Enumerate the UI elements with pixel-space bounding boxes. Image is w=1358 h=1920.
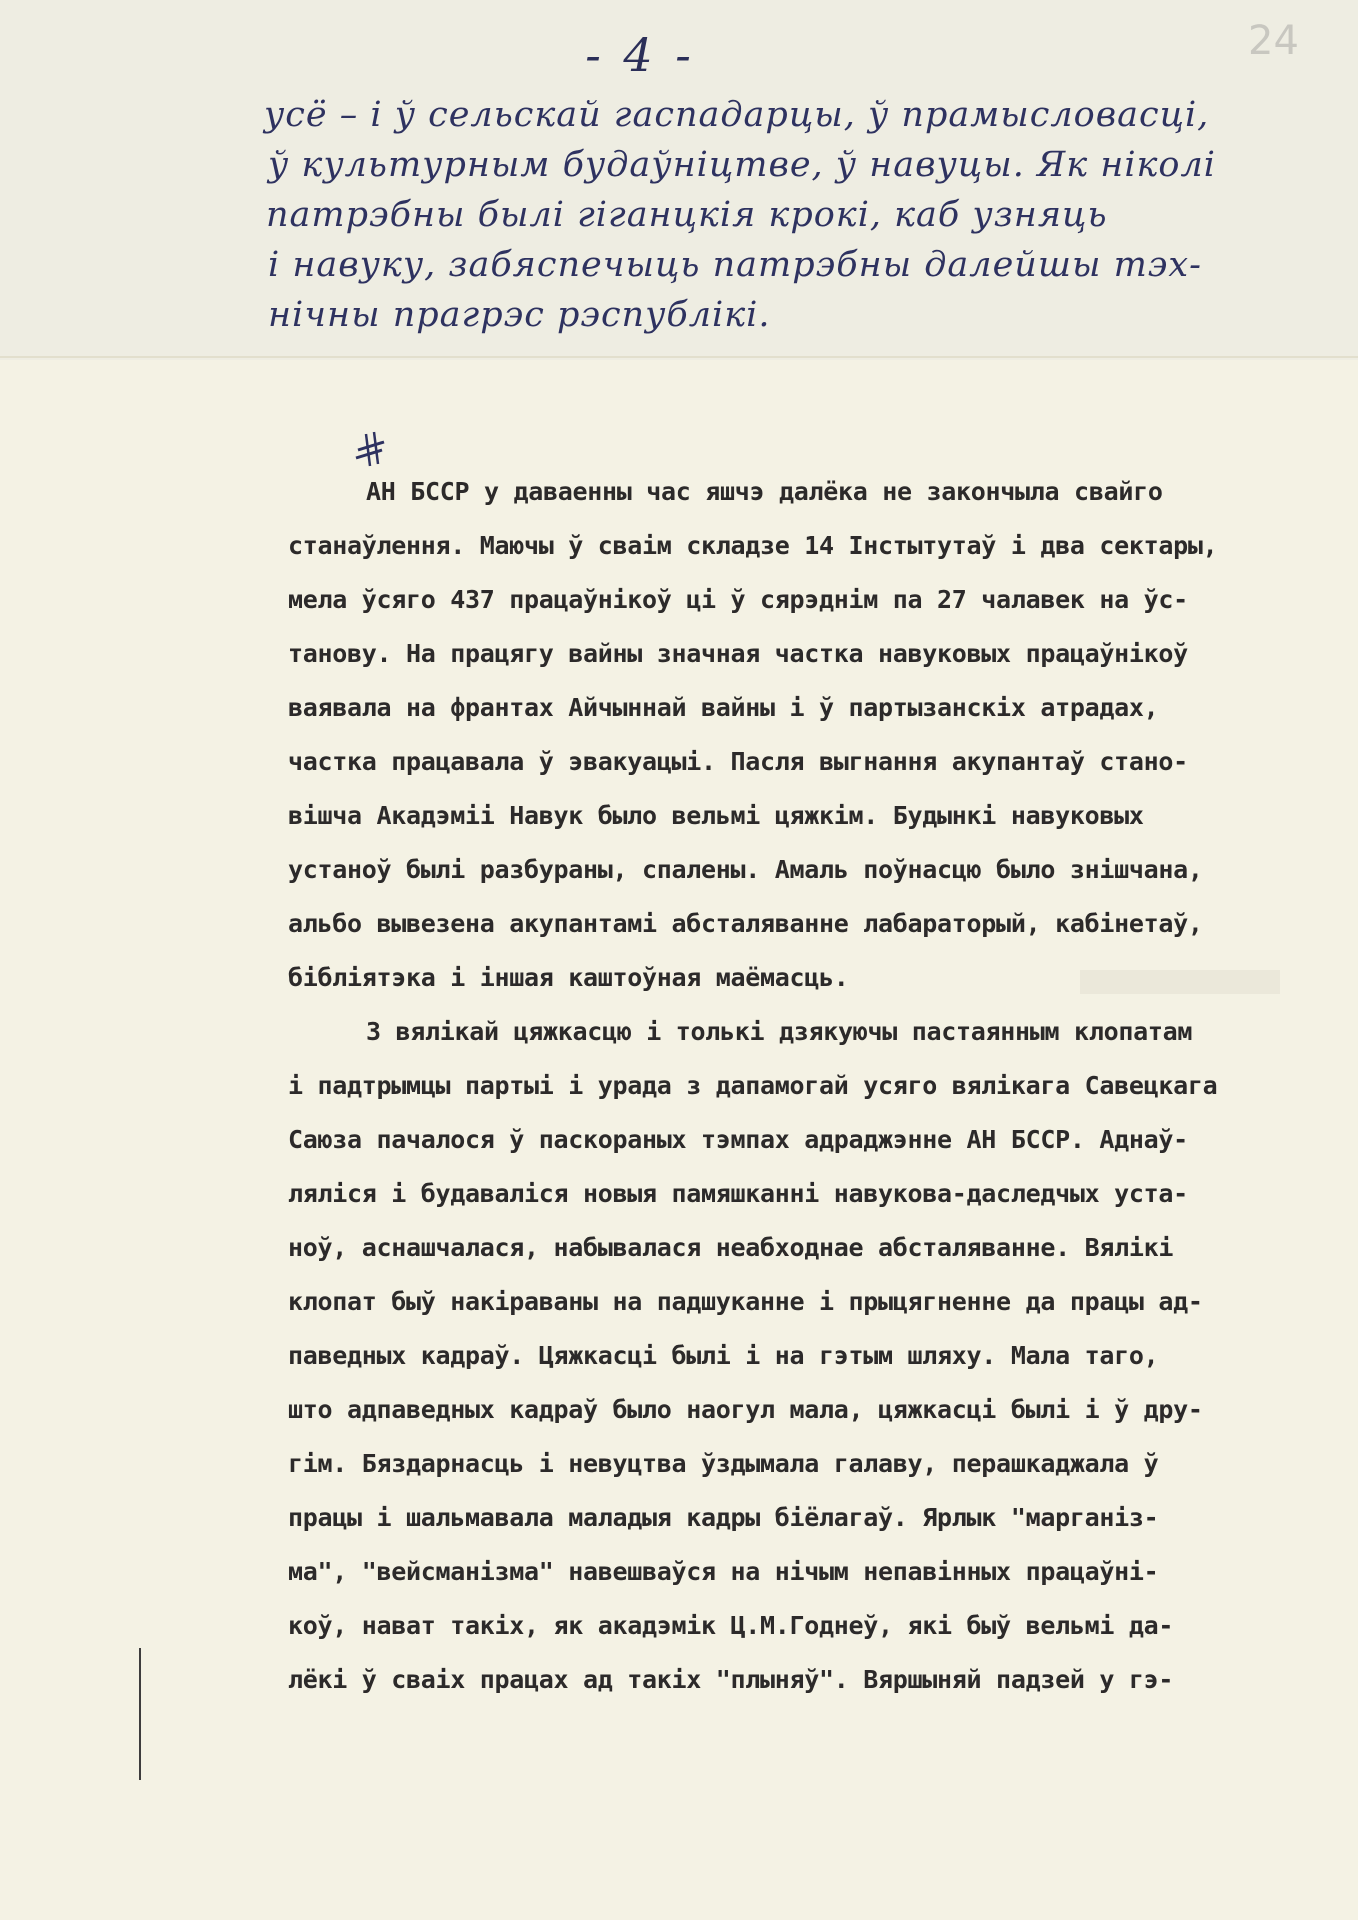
typed-line: клопат быў накіраваны на падшуканне і прыцягненне да працы ад-: [288, 1287, 1203, 1316]
typed-line: альбо вывезена акупантамі абсталяванне лабараторый, кабінетаў,: [288, 909, 1203, 938]
typed-line: ляліся і будаваліся новыя памяшканні навукова-даследчых уста-: [288, 1179, 1188, 1208]
typed-line: ваявала на франтах Айчыннай вайны і ў партызанскіх атрадах,: [288, 693, 1159, 722]
typed-line: ноў, аснашчалася, набывалася неабходнае абсталяванне. Вялікі: [288, 1233, 1174, 1262]
page-number: - 4 -: [585, 28, 695, 82]
typed-line: паведных кадраў. Цяжкасці былі і на гэтым шляху. Мала таго,: [288, 1341, 1159, 1370]
handwritten-line: патрэбны былі гіганцкія крокі, каб узняць: [266, 195, 1108, 235]
typed-line: З вялікай цяжкасцю і толькі дзякуючы пастаянным клопатам: [366, 1017, 1193, 1046]
handwritten-line: і навуку, забяспечыць патрэбны далейшы тэх-: [268, 245, 1202, 285]
typed-line: што адпаведных кадраў было наогул мала, цяжкасці былі і ў дру-: [288, 1395, 1203, 1424]
insert-mark-icon: [350, 428, 390, 468]
handwritten-insert: [256, 90, 1276, 340]
handwritten-line: усё – і ў сельскай гаспадарцы, ў прамысловасці,: [264, 95, 1210, 135]
typed-line: гім. Бяздарнасць і невуцтва ўздымала галаву, перашкаджала ў: [288, 1449, 1159, 1478]
margin-pencil-line: [139, 1648, 141, 1780]
typed-line: частка працавала ў эвакуацыі. Пасля выгнання акупантаў стано-: [288, 747, 1188, 776]
typewritten-body: [288, 465, 1323, 1707]
archive-number: 24: [1248, 18, 1299, 64]
typed-line: лёкі ў сваіх працах ад такіх "плыняў". Вяршыняй падзей у гэ-: [288, 1665, 1174, 1694]
typed-line: коў, нават такіх, як акадэмік Ц.М.Годнеў, які быў вельмі да-: [288, 1611, 1174, 1640]
handwritten-line: ў культурным будаўніцтве, ў навуцы. Як ніколі: [268, 145, 1216, 185]
typed-line: і падтрымцы партыі і урада з дапамогай усяго вялікага Савецкага: [288, 1071, 1218, 1100]
typed-line: вішча Акадэміі Навук было вельмі цяжкім. Будынкі навуковых: [288, 801, 1144, 830]
handwritten-line: нічны прагрэс рэспублікі.: [268, 295, 771, 335]
typed-line: танову. На працягу вайны значная частка навуковых працаўнікоў: [288, 639, 1188, 668]
typed-line: Саюза пачалося ў паскораных тэмпах адраджэнне АН БССР. Аднаў-: [288, 1125, 1188, 1154]
typed-line: станаўлення. Маючы ў сваім складзе 14 Інстытутаў і два сектары,: [288, 531, 1218, 560]
typed-line: мела ўсяго 437 працаўнікоў ці ў сярэднім па 27 чалавек на ўс-: [288, 585, 1188, 614]
typed-line: ма", "вейсманізма" навешваўся на нічым непавінных працаўні-: [288, 1557, 1159, 1586]
typed-line: АН БССР у даваенны час яшчэ далёка не закончыла свайго: [366, 477, 1163, 506]
paper-edge: [0, 356, 1358, 358]
typed-line: бібліятэка і іншая каштоўная маёмасць.: [288, 963, 849, 992]
typed-line: працы і шальмавала маладыя кадры біёлагаў. Ярлык "марганіз-: [288, 1503, 1159, 1532]
typed-line: устаноў былі разбураны, спалены. Амаль поўнасцю было знішчана,: [288, 855, 1203, 884]
